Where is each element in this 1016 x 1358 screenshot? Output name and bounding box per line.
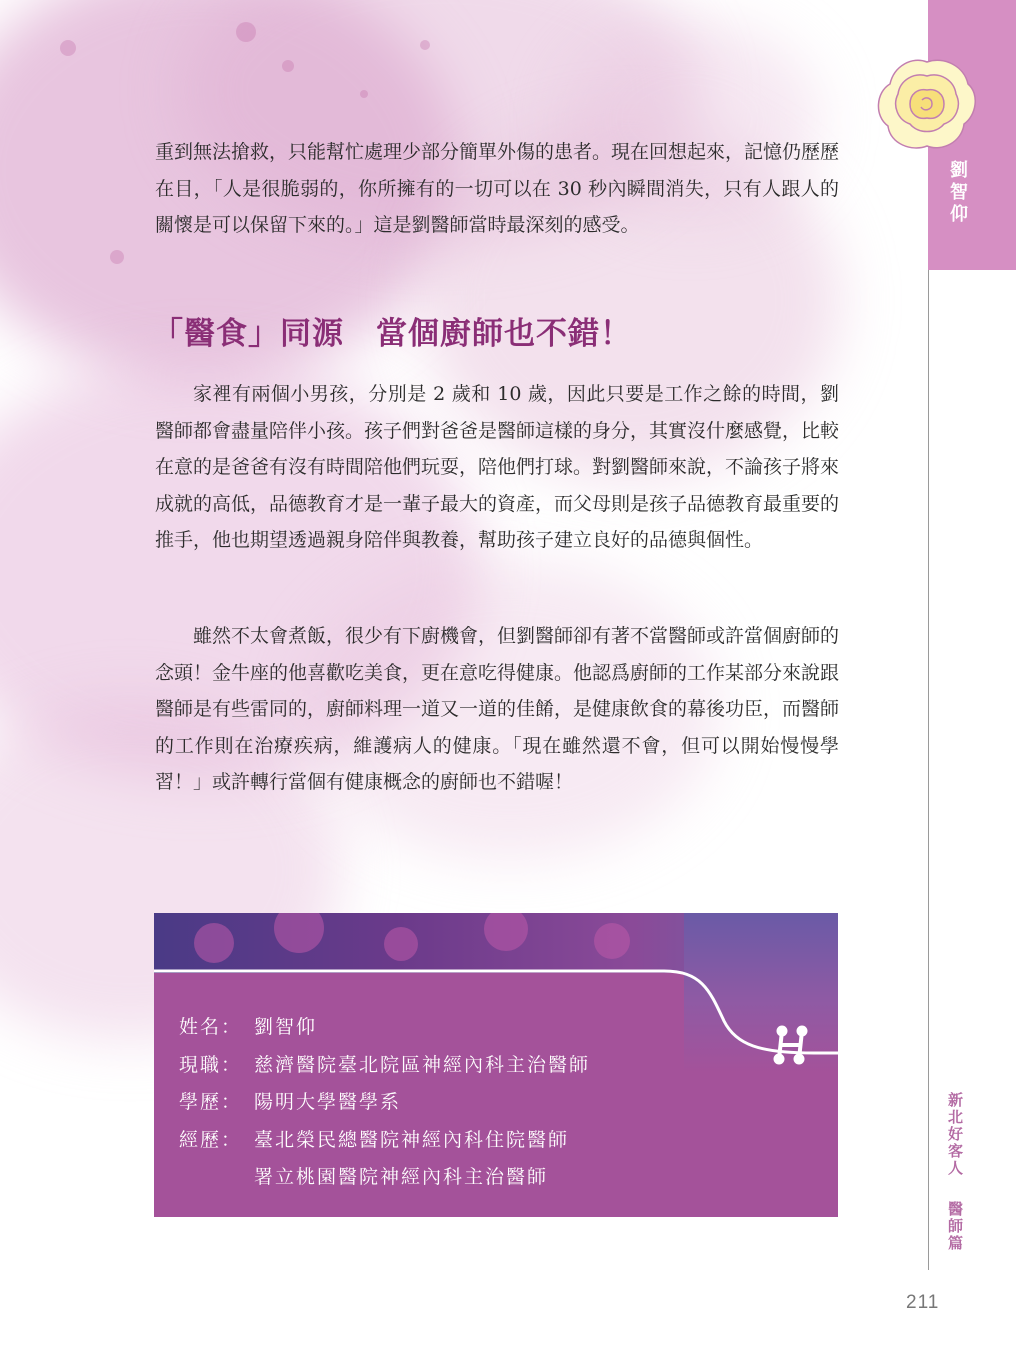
profile-row-experience: 經歷： 臺北榮民總醫院神經內科住院醫師 xyxy=(179,1122,590,1160)
profile-experience-item: 臺北榮民總醫院神經內科住院醫師 xyxy=(254,1128,570,1151)
profile-position: 慈濟醫院臺北院區神經內科主治醫師 xyxy=(254,1053,591,1076)
page-number: 211 xyxy=(906,1292,940,1313)
profile-details xyxy=(179,1009,590,1197)
paragraph: 重到無法搶救，只能幫忙處理少部分簡單外傷的患者。現在回想起來，記憶仍歷歷在目，「人是很脆弱的，你所擁有的一切可以在 30 秒內瞬間消失，只有人跟人的關懷是可以保留下來的。」這是劉醫師當時最深刻的感受。 xyxy=(155,141,840,236)
section-heading: 「醫食」同源 當個廚師也不錯！ xyxy=(152,316,632,352)
series-title xyxy=(944,1092,966,1252)
profile-row-position: 現職： 慈濟醫院臺北院區神經內科主治醫師 xyxy=(179,1047,590,1085)
series-subtitle: 醫師篇 xyxy=(946,1201,964,1252)
profile-row-name: 姓名： 劉智仰 xyxy=(179,1009,590,1047)
paragraph: 家裡有兩個小男孩，分別是 2 歲和 10 歲，因此只要是工作之餘的時間，劉醫師都會盡量陪伴小孩。孩子們對爸爸是醫師這樣的身分，其實沒什麼感覺，比較在意的是爸爸有沒有時間陪他們玩耍，陪他們打球。對劉醫師來說，不論孩子將來成就的高低，品德教育才是一輩子最大的資產，而父母則是孩子品德教育最重要的推手，他也期望透過親身陪伴與教養，幫助孩子建立良好的品德與個性。 xyxy=(155,383,840,551)
paragraph: 雖然不太會煮飯，很少有下廚機會，但劉醫師卻有著不當醫師或許當個廚師的念頭！金牛座的他喜歡吃美食，更在意吃得健康。他認爲廚師的工作某部分來說跟醫師是有些雷同的，廚師料理一道又一道的佳餚，是健康飲食的幕後功臣，而醫師的工作則在治療疾病，維護病人的健康。「現在雖然還不會，但可以開始慢慢學習！」或許轉行當個有健康概念的廚師也不錯喔！ xyxy=(155,625,840,793)
profile-card xyxy=(154,913,838,1217)
profile-name: 劉智仰 xyxy=(254,1016,318,1038)
profile-education: 陽明大學醫學系 xyxy=(254,1091,402,1113)
profile-row-education: 學歷： 陽明大學醫學系 xyxy=(179,1084,590,1122)
profile-experience-item: 署立桃園醫院神經內科主治醫師 xyxy=(254,1166,549,1188)
chapter-name: 劉智仰 xyxy=(947,160,968,226)
margin-rule xyxy=(928,270,929,1270)
series-name: 新北好客人 xyxy=(946,1092,964,1177)
profile-row-experience-2 xyxy=(179,1159,590,1197)
rose-icon xyxy=(872,54,982,154)
